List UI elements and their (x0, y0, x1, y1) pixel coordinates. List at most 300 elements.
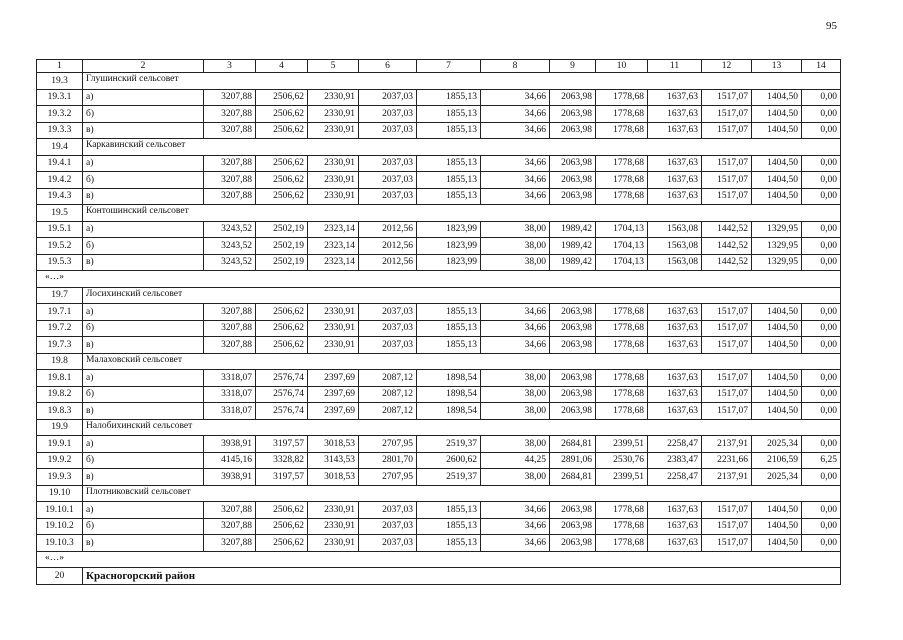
table-cell: 1404,50 (752, 337, 802, 354)
table-cell: 1517,07 (702, 535, 752, 552)
column-number-7: 7 (417, 60, 481, 73)
row-subitem: в) (83, 122, 204, 139)
table-cell: 3207,88 (204, 535, 256, 552)
table-cell: 1778,68 (596, 502, 648, 519)
table-cell: 1989,42 (550, 254, 596, 271)
table-cell: 0,00 (802, 254, 841, 271)
table-cell: 2330,91 (308, 106, 359, 123)
table-cell: 1517,07 (702, 403, 752, 420)
row-subitem: в) (83, 188, 204, 205)
table-cell: 1855,13 (417, 188, 481, 205)
row-subitem: б) (83, 386, 204, 403)
table-cell: 0,00 (802, 221, 841, 238)
table-row (37, 172, 841, 189)
table-cell: 2576,74 (256, 386, 308, 403)
table-cell: 1517,07 (702, 122, 752, 139)
table-cell: 1778,68 (596, 106, 648, 123)
table-cell: 3207,88 (204, 106, 256, 123)
table-cell: 1517,07 (702, 172, 752, 189)
table-cell: 1404,50 (752, 122, 802, 139)
table-row (37, 304, 841, 321)
row-subitem: а) (83, 89, 204, 106)
table-row (37, 106, 841, 123)
row-subitem: б) (83, 238, 204, 255)
table-cell: 2063,98 (550, 122, 596, 139)
table-cell: 0,00 (802, 386, 841, 403)
table-cell: 2399,51 (596, 469, 648, 486)
table-row (37, 238, 841, 255)
table-cell: 2506,62 (256, 518, 308, 535)
row-code: 19.8.3 (37, 403, 83, 420)
table-cell: 1637,63 (648, 122, 702, 139)
row-code: 19.3.3 (37, 122, 83, 139)
row-code: 19.10.1 (37, 502, 83, 519)
table-cell: 3197,57 (256, 469, 308, 486)
table-cell: 2323,14 (308, 254, 359, 271)
table-row (37, 89, 841, 106)
table-cell: 2576,74 (256, 403, 308, 420)
table-cell: 3018,53 (308, 469, 359, 486)
table-cell: 0,00 (802, 106, 841, 123)
table-cell: 34,66 (481, 188, 550, 205)
table-cell: 2037,03 (359, 89, 417, 106)
table-cell: 2600,62 (417, 452, 481, 469)
table-cell: 1989,42 (550, 221, 596, 238)
table-cell: 2576,74 (256, 370, 308, 387)
table-cell: 3328,82 (256, 452, 308, 469)
district-row (37, 568, 841, 585)
table-cell: 1404,50 (752, 502, 802, 519)
table-cell: 3207,88 (204, 122, 256, 139)
table-cell: 2037,03 (359, 172, 417, 189)
table-cell: 1855,13 (417, 518, 481, 535)
table-cell: 2323,14 (308, 221, 359, 238)
row-subitem: в) (83, 337, 204, 354)
row-code: 19.9.3 (37, 469, 83, 486)
table-cell: 1855,13 (417, 89, 481, 106)
table-cell: 0,00 (802, 238, 841, 255)
district-name: Красногорский район (83, 568, 841, 585)
column-number-14: 14 (802, 60, 841, 73)
table-cell: 3207,88 (204, 188, 256, 205)
table-cell: 1855,13 (417, 337, 481, 354)
row-code: 19.5.3 (37, 254, 83, 271)
table-cell: 2397,69 (308, 370, 359, 387)
row-subitem: а) (83, 221, 204, 238)
table-cell: 2063,98 (550, 106, 596, 123)
table-cell: 1898,54 (417, 370, 481, 387)
column-number-13: 13 (752, 60, 802, 73)
table-cell: 3207,88 (204, 320, 256, 337)
table-cell: 34,66 (481, 172, 550, 189)
section-name: Каркавинский сельсовет (83, 139, 841, 156)
row-code: 19.10.3 (37, 535, 83, 552)
column-number-5: 5 (308, 60, 359, 73)
section-code: 19.8 (37, 353, 83, 370)
table-cell: 2383,47 (648, 452, 702, 469)
table-cell: 3143,53 (308, 452, 359, 469)
table-cell: 1778,68 (596, 89, 648, 106)
section-name: Глушинский сельсовет (83, 73, 841, 90)
table-cell: 3207,88 (204, 337, 256, 354)
table-cell: 2330,91 (308, 304, 359, 321)
table-cell: 2063,98 (550, 89, 596, 106)
table-cell: 2037,03 (359, 518, 417, 535)
row-code: 19.7.3 (37, 337, 83, 354)
table-cell: 1404,50 (752, 370, 802, 387)
table-cell: 2063,98 (550, 155, 596, 172)
table-cell: 2258,47 (648, 469, 702, 486)
section-code: 19.7 (37, 287, 83, 304)
table-cell: 2519,37 (417, 469, 481, 486)
table-cell: 2397,69 (308, 403, 359, 420)
table-cell: 3207,88 (204, 304, 256, 321)
table-cell: 1517,07 (702, 337, 752, 354)
section-code: 19.10 (37, 485, 83, 502)
table-cell: 3207,88 (204, 518, 256, 535)
table-cell: 1855,13 (417, 535, 481, 552)
table-cell: 0,00 (802, 320, 841, 337)
table-cell: 1855,13 (417, 172, 481, 189)
table-cell: 2037,03 (359, 320, 417, 337)
table-cell: 1563,08 (648, 238, 702, 255)
table-cell: 1442,52 (702, 221, 752, 238)
table-cell: 2063,98 (550, 370, 596, 387)
table-cell: 1637,63 (648, 403, 702, 420)
row-code: 19.7.2 (37, 320, 83, 337)
table-cell: 1704,13 (596, 238, 648, 255)
table-cell: 1637,63 (648, 370, 702, 387)
table-cell: 2137,91 (702, 436, 752, 453)
table-cell: 1404,50 (752, 188, 802, 205)
section-row (37, 205, 841, 222)
section-code: 19.9 (37, 419, 83, 436)
table-cell: 1637,63 (648, 89, 702, 106)
table-cell: 3243,52 (204, 254, 256, 271)
table-cell: 1442,52 (702, 254, 752, 271)
table-cell: 1563,08 (648, 254, 702, 271)
table-cell: 1563,08 (648, 221, 702, 238)
table-cell: 2330,91 (308, 535, 359, 552)
table-cell: 34,66 (481, 535, 550, 552)
table-cell: 1778,68 (596, 518, 648, 535)
table-cell: 2506,62 (256, 155, 308, 172)
table-cell: 2506,62 (256, 188, 308, 205)
omission-marker: «…» (37, 551, 841, 568)
district-code: 20 (37, 568, 83, 585)
table-cell: 1778,68 (596, 337, 648, 354)
table-cell: 1404,50 (752, 386, 802, 403)
table-cell: 1517,07 (702, 320, 752, 337)
table-row (37, 155, 841, 172)
table-cell: 3318,07 (204, 386, 256, 403)
table-row (37, 386, 841, 403)
table-cell: 34,66 (481, 304, 550, 321)
table-cell: 1778,68 (596, 122, 648, 139)
row-code: 19.9.2 (37, 452, 83, 469)
table-cell: 2087,12 (359, 403, 417, 420)
column-number-2: 2 (83, 60, 204, 73)
table-cell: 0,00 (802, 518, 841, 535)
table-cell: 1329,95 (752, 238, 802, 255)
row-subitem: в) (83, 403, 204, 420)
row-subitem: б) (83, 172, 204, 189)
header-row (37, 60, 841, 73)
table-cell: 0,00 (802, 469, 841, 486)
table-cell: 1855,13 (417, 155, 481, 172)
row-code: 19.9.1 (37, 436, 83, 453)
table-row (37, 254, 841, 271)
table-cell: 2397,69 (308, 386, 359, 403)
table-cell: 2323,14 (308, 238, 359, 255)
row-code: 19.5.2 (37, 238, 83, 255)
table-cell: 1704,13 (596, 221, 648, 238)
row-subitem: б) (83, 320, 204, 337)
table-cell: 3197,57 (256, 436, 308, 453)
table-cell: 2025,34 (752, 436, 802, 453)
table-cell: 2025,34 (752, 469, 802, 486)
table-cell: 2330,91 (308, 89, 359, 106)
table-cell: 2506,62 (256, 337, 308, 354)
table-cell: 0,00 (802, 502, 841, 519)
table-cell: 1637,63 (648, 386, 702, 403)
table-cell: 0,00 (802, 436, 841, 453)
table-cell: 2137,91 (702, 469, 752, 486)
table-cell: 1637,63 (648, 304, 702, 321)
table-row (37, 518, 841, 535)
table-row (37, 320, 841, 337)
table-cell: 1778,68 (596, 172, 648, 189)
table-cell: 3243,52 (204, 221, 256, 238)
table-cell: 1855,13 (417, 320, 481, 337)
table-cell: 1404,50 (752, 403, 802, 420)
tariff-table (36, 59, 841, 585)
table-cell: 1637,63 (648, 188, 702, 205)
table-cell: 0,00 (802, 172, 841, 189)
column-number-3: 3 (204, 60, 256, 73)
table-cell: 2502,19 (256, 221, 308, 238)
table-cell: 1898,54 (417, 386, 481, 403)
table-cell: 1404,50 (752, 155, 802, 172)
table-cell: 38,00 (481, 254, 550, 271)
table-row (37, 436, 841, 453)
table-cell: 2330,91 (308, 122, 359, 139)
table-cell: 2063,98 (550, 304, 596, 321)
table-cell: 2506,62 (256, 304, 308, 321)
row-subitem: а) (83, 436, 204, 453)
column-number-11: 11 (648, 60, 702, 73)
table-cell: 1442,52 (702, 238, 752, 255)
row-subitem: а) (83, 304, 204, 321)
table-cell: 2063,98 (550, 403, 596, 420)
table-cell: 6,25 (802, 452, 841, 469)
row-code: 19.3.2 (37, 106, 83, 123)
table-cell: 2801,70 (359, 452, 417, 469)
table-cell: 0,00 (802, 403, 841, 420)
table-cell: 38,00 (481, 469, 550, 486)
table-cell: 34,66 (481, 337, 550, 354)
table-cell: 1637,63 (648, 155, 702, 172)
column-number-8: 8 (481, 60, 550, 73)
table-cell: 1778,68 (596, 370, 648, 387)
table-cell: 2399,51 (596, 436, 648, 453)
table-cell: 1778,68 (596, 403, 648, 420)
table-cell: 2037,03 (359, 106, 417, 123)
table-cell: 0,00 (802, 188, 841, 205)
table-cell: 3243,52 (204, 238, 256, 255)
table-cell: 1855,13 (417, 106, 481, 123)
row-code: 19.3.1 (37, 89, 83, 106)
table-cell: 2684,81 (550, 469, 596, 486)
table-cell: 3938,91 (204, 469, 256, 486)
table-cell: 2106,59 (752, 452, 802, 469)
table-cell: 1517,07 (702, 502, 752, 519)
table-cell: 2063,98 (550, 320, 596, 337)
section-code: 19.4 (37, 139, 83, 156)
table-cell: 2037,03 (359, 188, 417, 205)
table-cell: 2707,95 (359, 436, 417, 453)
table-cell: 1329,95 (752, 254, 802, 271)
table-cell: 2330,91 (308, 320, 359, 337)
table-cell: 38,00 (481, 238, 550, 255)
table-cell: 34,66 (481, 122, 550, 139)
row-code: 19.8.2 (37, 386, 83, 403)
table-cell: 1404,50 (752, 106, 802, 123)
table-cell: 1517,07 (702, 386, 752, 403)
table-cell: 2037,03 (359, 535, 417, 552)
table-cell: 2231,66 (702, 452, 752, 469)
column-number-1: 1 (37, 60, 83, 73)
column-number-10: 10 (596, 60, 648, 73)
table-cell: 1517,07 (702, 188, 752, 205)
table-row (37, 403, 841, 420)
table-cell: 1898,54 (417, 403, 481, 420)
table-cell: 1637,63 (648, 172, 702, 189)
column-number-12: 12 (702, 60, 752, 73)
table-cell: 2684,81 (550, 436, 596, 453)
table-cell: 1637,63 (648, 106, 702, 123)
row-code: 19.8.1 (37, 370, 83, 387)
table-cell: 1704,13 (596, 254, 648, 271)
table-cell: 4145,16 (204, 452, 256, 469)
table-cell: 1989,42 (550, 238, 596, 255)
table-cell: 1637,63 (648, 518, 702, 535)
table-cell: 1778,68 (596, 304, 648, 321)
table-cell: 1404,50 (752, 320, 802, 337)
table-cell: 0,00 (802, 337, 841, 354)
table-cell: 1637,63 (648, 502, 702, 519)
row-subitem: а) (83, 370, 204, 387)
section-code: 19.5 (37, 205, 83, 222)
column-number-9: 9 (550, 60, 596, 73)
table-cell: 34,66 (481, 155, 550, 172)
table-cell: 2330,91 (308, 502, 359, 519)
table-cell: 1637,63 (648, 337, 702, 354)
column-number-4: 4 (256, 60, 308, 73)
table-cell: 0,00 (802, 89, 841, 106)
table-cell: 1517,07 (702, 89, 752, 106)
table-cell: 1778,68 (596, 320, 648, 337)
omission-row (37, 271, 841, 288)
table-cell: 38,00 (481, 370, 550, 387)
table-cell: 1404,50 (752, 535, 802, 552)
table-cell: 1823,99 (417, 221, 481, 238)
table-cell: 1329,95 (752, 221, 802, 238)
table-cell: 2063,98 (550, 337, 596, 354)
table-cell: 2506,62 (256, 106, 308, 123)
table-cell: 2330,91 (308, 155, 359, 172)
table-cell: 2012,56 (359, 238, 417, 255)
row-subitem: в) (83, 469, 204, 486)
table-cell: 2258,47 (648, 436, 702, 453)
table-cell: 1637,63 (648, 535, 702, 552)
table-cell: 0,00 (802, 370, 841, 387)
row-subitem: б) (83, 518, 204, 535)
section-name: Контошинский сельсовет (83, 205, 841, 222)
section-row (37, 73, 841, 90)
table-cell: 2891,06 (550, 452, 596, 469)
table-cell: 2087,12 (359, 386, 417, 403)
row-subitem: б) (83, 452, 204, 469)
table-cell: 2037,03 (359, 155, 417, 172)
table-cell: 2506,62 (256, 172, 308, 189)
table-cell: 3207,88 (204, 155, 256, 172)
table-cell: 1778,68 (596, 535, 648, 552)
row-subitem: в) (83, 535, 204, 552)
row-code: 19.7.1 (37, 304, 83, 321)
table-cell: 0,00 (802, 122, 841, 139)
row-code: 19.4.2 (37, 172, 83, 189)
table-cell: 3207,88 (204, 172, 256, 189)
table-row (37, 469, 841, 486)
section-name: Налобихинский сельсовет (83, 419, 841, 436)
section-name: Плотниковский сельсовет (83, 485, 841, 502)
table-cell: 3318,07 (204, 370, 256, 387)
table-cell: 3938,91 (204, 436, 256, 453)
table-cell: 2330,91 (308, 172, 359, 189)
table-cell: 38,00 (481, 403, 550, 420)
section-row (37, 353, 841, 370)
table-cell: 34,66 (481, 89, 550, 106)
table-cell: 3018,53 (308, 436, 359, 453)
omission-row (37, 551, 841, 568)
table-cell: 1823,99 (417, 254, 481, 271)
table-cell: 1404,50 (752, 172, 802, 189)
table-cell: 1404,50 (752, 89, 802, 106)
table-row (37, 452, 841, 469)
table-row (37, 502, 841, 519)
table-cell: 2063,98 (550, 386, 596, 403)
table-cell: 2012,56 (359, 221, 417, 238)
table-cell: 1517,07 (702, 304, 752, 321)
table-cell: 44,25 (481, 452, 550, 469)
row-subitem: б) (83, 106, 204, 123)
table-row (37, 535, 841, 552)
table-cell: 0,00 (802, 155, 841, 172)
table-cell: 2506,62 (256, 89, 308, 106)
table-row (37, 337, 841, 354)
table-cell: 1778,68 (596, 188, 648, 205)
table-cell: 1404,50 (752, 304, 802, 321)
table-cell: 2506,62 (256, 320, 308, 337)
table-cell: 1855,13 (417, 122, 481, 139)
table-cell: 2063,98 (550, 188, 596, 205)
table-cell: 2330,91 (308, 518, 359, 535)
table-cell: 2330,91 (308, 337, 359, 354)
row-code: 19.4.1 (37, 155, 83, 172)
table-cell: 1517,07 (702, 370, 752, 387)
table-cell: 0,00 (802, 535, 841, 552)
